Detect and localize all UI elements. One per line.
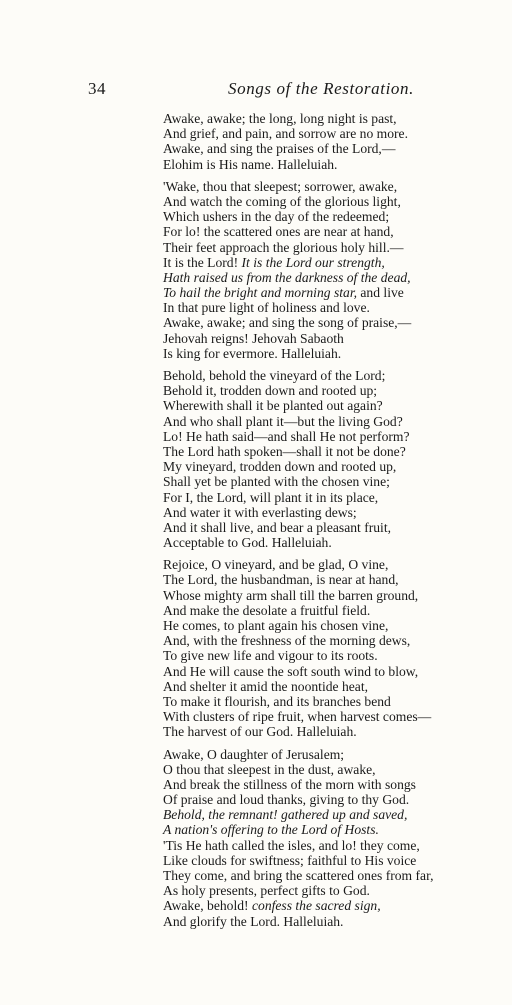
poem-line: The Lord, the husbandman, is near at hand, <box>163 572 399 588</box>
poem-line: And shelter it amid the noontide heat, <box>163 678 368 694</box>
poem-line: Awake, behold! confess the sacred sign, <box>163 898 381 914</box>
poem-line: Shall yet be planted with the chosen vine; <box>163 474 390 490</box>
poem-line: And who shall plant it—but the living God? <box>163 413 403 429</box>
poem-line: A nation's offering to the Lord of Hosts. <box>163 822 379 838</box>
poem-line: O thou that sleepest in the dust, awake, <box>163 761 376 777</box>
page-number: 34 <box>88 79 106 98</box>
poem-line: To hail the bright and morning star, and live <box>163 285 404 301</box>
poem-line: The Lord hath spoken—shall it not be done? <box>163 443 406 459</box>
poem-line: Jehovah reigns! Jehovah Sabaoth <box>163 330 344 346</box>
poem-line: And it shall live, and bear a pleasant fruit, <box>163 519 392 535</box>
poem-line: Of praise and loud thanks, giving to thy God. <box>163 792 410 808</box>
stanza <box>163 179 503 361</box>
poem-line: And break the stillness of the morn with songs <box>163 776 416 792</box>
poem-line: With clusters of ripe fruit, when harvest comes— <box>163 709 432 725</box>
poem-line: For I, the Lord, will plant it in its place, <box>163 489 379 505</box>
poem-line: He comes, to plant again his chosen vine, <box>163 618 389 633</box>
poem-line: To give new life and vigour to its roots. <box>163 648 378 664</box>
poem-line: Whose mighty arm shall till the barren ground, <box>163 587 419 603</box>
poem-line: To make it flourish, and its branches bend <box>163 693 391 709</box>
poem-line: Awake, awake; the long, long night is past, <box>163 111 397 126</box>
poem-line: 'Tis He hath called the isles, and lo! they come, <box>163 837 420 853</box>
poem-body <box>163 111 503 936</box>
poem-line: And glorify the Lord. Halleluiah. <box>163 913 344 929</box>
poem-line: In that pure light of holiness and love. <box>163 300 370 316</box>
poem-line: Lo! He hath said—and shall He not perform? <box>163 428 410 444</box>
poem-line: Awake, O daughter of Jerusalem; <box>163 746 345 762</box>
stanza <box>163 368 503 550</box>
poem-line: The harvest of our God. Halleluiah. <box>163 724 357 740</box>
poem-line: My vineyard, trodden down and rooted up, <box>163 459 397 475</box>
poem-line: Wherewith shall it be planted out again? <box>163 398 383 414</box>
poem-line: Which ushers in the day of the redeemed; <box>163 209 390 225</box>
poem-line: And watch the coming of the glorious light, <box>163 193 401 209</box>
poem-line: Awake, and sing the praises of the Lord,— <box>163 141 396 157</box>
poem-line: They come, and bring the scattered ones from far, <box>163 868 434 883</box>
poem-line: And water it with everlasting dews; <box>163 504 357 520</box>
poem-line: Acceptable to God. Halleluiah. <box>163 535 332 551</box>
poem-line: As holy presents, perfect gifts to God. <box>163 883 370 899</box>
poem-line: For lo! the scattered ones are near at hand, <box>163 224 394 240</box>
stanza <box>163 747 503 929</box>
poem-line: 'Wake, thou that sleepest; sorrower, awake, <box>163 178 398 194</box>
poem-line: And He will cause the soft south wind to blow, <box>163 663 419 679</box>
poem-line: Rejoice, O vineyard, and be glad, O vine, <box>163 557 389 573</box>
poem-line: It is the Lord! It is the Lord our strength, <box>163 254 385 270</box>
poem-line: Behold it, trodden down and rooted up; <box>163 383 378 399</box>
stanza <box>163 557 503 739</box>
poem-line: Behold, the remnant! gathered up and saved, <box>163 807 408 823</box>
poem-line: Like clouds for swiftness; faithful to His voice <box>163 852 417 868</box>
running-head: Songs of the Restoration. <box>228 79 414 98</box>
poem-line: Hath raised us from the darkness of the dead, <box>163 269 411 285</box>
poem-line: Awake, awake; and sing the song of praise,— <box>163 315 412 331</box>
poem-line: And grief, and pain, and sorrow are no more. <box>163 126 408 142</box>
poem-line: Elohim is His name. Halleluiah. <box>163 156 338 172</box>
poem-line: Their feet approach the glorious holy hill.— <box>163 239 404 255</box>
stanza <box>163 111 503 172</box>
poem-line: And make the desolate a fruitful field. <box>163 602 371 618</box>
poem-line: Behold, behold the vineyard of the Lord; <box>163 368 386 383</box>
poem-line: And, with the freshness of the morning dews, <box>163 633 411 649</box>
poem-line: Is king for evermore. Halleluiah. <box>163 345 342 361</box>
